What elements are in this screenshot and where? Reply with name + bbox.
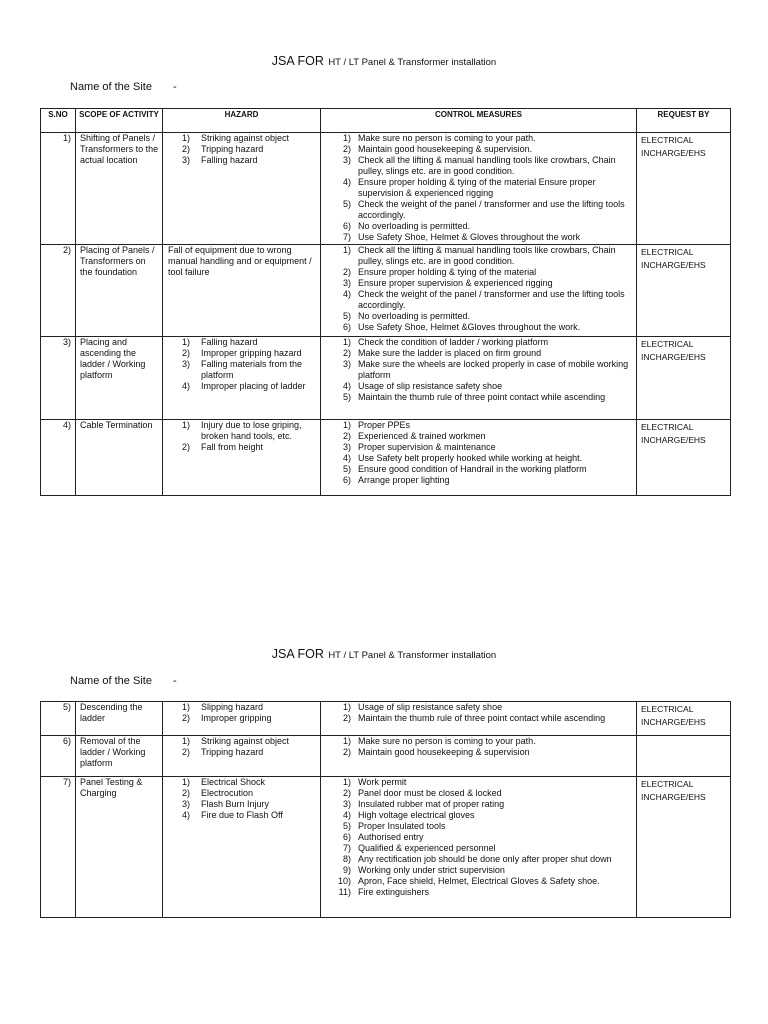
control-item: 2) Experienced & trained workmen	[342, 431, 486, 441]
row-scope: Panel Testing & Charging	[76, 777, 163, 918]
control-item: 4) High voltage electrical gloves	[342, 810, 475, 820]
row-hazards	[163, 736, 321, 777]
hazard-item: 1) Electrical Shock	[181, 777, 266, 787]
control-item: 5) Proper Insulated tools	[342, 821, 446, 831]
row-sno: 1)	[41, 133, 76, 245]
row-request: ELECTRICAL INCHARGE/EHS	[637, 777, 731, 918]
table-row	[41, 702, 731, 736]
table-row	[41, 337, 731, 420]
hazard-item: 4) Fire due to Flash Off	[181, 810, 283, 820]
hazard-item: 1) Falling hazard	[181, 337, 258, 347]
control-item: 1) Usage of slip resistance safety shoe	[342, 702, 503, 712]
hazard-item: 1) Striking against object	[181, 133, 290, 143]
row-request: ELECTRICAL INCHARGE/EHS	[637, 133, 731, 245]
row-controls	[321, 245, 637, 337]
page2-title-sub: HT / LT Panel & Transformer installation	[328, 650, 497, 661]
row-hazards	[163, 777, 321, 918]
row-request: ELECTRICAL INCHARGE/EHS	[637, 702, 731, 736]
control-item: 1) Check the condition of ladder / working platform	[342, 337, 549, 347]
header-scope: SCOPE OF ACTIVITY	[76, 109, 163, 133]
control-item: 11) Fire extinguishers	[338, 887, 430, 897]
hazard-item: 2) Improper gripping	[181, 713, 272, 723]
header-hazard: HAZARD	[163, 109, 321, 133]
page1-site-line	[70, 81, 177, 93]
page2-site-value: -	[173, 675, 177, 687]
row-hazards	[163, 133, 321, 245]
row-controls	[321, 702, 637, 736]
control-item: 1) Make sure no person is coming to your path.	[342, 736, 536, 746]
control-item: 3) Check all the lifting & manual handling tools like crowbars, Chain pulley, slings etc. are in good condition.	[342, 155, 616, 176]
row-scope: Descending the ladder	[76, 702, 163, 736]
control-item: 7) Qualified & experienced personnel	[342, 843, 496, 853]
row-hazards	[163, 420, 321, 496]
hazard-item: 1) Injury due to lose griping, broken hand tools, etc.	[181, 420, 302, 441]
control-item: 4) Usage of slip resistance safety shoe	[342, 381, 503, 391]
control-item: 3) Ensure proper supervision & experienced rigging	[342, 278, 553, 288]
control-item: 4) Use Safety belt properly hooked while working at height.	[342, 453, 583, 463]
page1-site-value: -	[173, 81, 177, 93]
control-item: 1) Proper PPEs	[342, 420, 411, 430]
control-item: 3) Make sure the wheels are locked properly in case of mobile working platform	[342, 359, 629, 380]
hazard-item: 2) Improper gripping hazard	[181, 348, 302, 358]
hazard-item: 1) Striking against object	[181, 736, 290, 746]
page2-site-label: Name of the Site	[70, 675, 152, 687]
control-item: 6) Authorised entry	[342, 832, 424, 842]
control-item: 3) Insulated rubber mat of proper rating	[342, 799, 505, 809]
hazard-item: 3) Falling hazard	[181, 155, 258, 165]
row-request: ELECTRICAL INCHARGE/EHS	[637, 337, 731, 420]
control-item: 5) Maintain the thumb rule of three point contact while ascending	[342, 392, 606, 402]
control-item: 2) Make sure the ladder is placed on firm ground	[342, 348, 542, 358]
row-scope: Shifting of Panels / Transformers to the actual location	[76, 133, 163, 245]
table-row	[41, 245, 731, 337]
page1-site-label: Name of the Site	[70, 81, 152, 93]
hazard-item: 2) Tripping hazard	[181, 747, 264, 757]
page2-title-main: JSA FOR	[271, 647, 324, 661]
control-item: 7) Use Safety Shoe, Helmet & Gloves throughout the work	[342, 232, 581, 242]
control-item: 1) Check all the lifting & manual handling tools like crowbars, Chain pulley, slings etc. are in good condition.	[342, 245, 616, 266]
hazard-item: 1) Slipping hazard	[181, 702, 264, 712]
table-row	[41, 777, 731, 918]
row-sno: 3)	[41, 337, 76, 420]
header-request: REQUEST BY	[637, 109, 731, 133]
table-row	[41, 736, 731, 777]
control-item: 1) Make sure no person is coming to your path.	[342, 133, 536, 143]
hazard-item: 3) Flash Burn Injury	[181, 799, 270, 809]
control-item: 10) Apron, Face shield, Helmet, Electrical Gloves & Safety shoe.	[337, 876, 600, 886]
table-row	[41, 420, 731, 496]
control-item: 9) Working only under strict supervision	[342, 865, 505, 875]
control-item: 2) Ensure proper holding & tying of the material	[342, 267, 537, 277]
page1-title-sub: HT / LT Panel & Transformer installation	[328, 57, 497, 68]
table-row	[41, 133, 731, 245]
page2-jsa-table	[40, 701, 731, 918]
control-item: 5) Ensure good condition of Handrail in the working platform	[342, 464, 587, 474]
control-item: 5) No overloading is permitted.	[342, 311, 471, 321]
control-item: 5) Check the weight of the panel / transformer and use the lifting tools accordingly.	[342, 199, 625, 220]
control-item: 8) Any rectification job should be done only after proper shut down	[342, 854, 612, 864]
page2-title	[0, 645, 768, 663]
row-request	[637, 736, 731, 777]
hazard-item: 4) Improper placing of ladder	[181, 381, 306, 391]
control-item: 2) Maintain good housekeeping & supervision	[342, 747, 530, 757]
control-item: 2) Panel door must be closed & locked	[342, 788, 502, 798]
row-scope: Cable Termination	[76, 420, 163, 496]
control-item: 6) Use Safety Shoe, Helmet &Gloves throughout the work.	[342, 322, 581, 332]
row-controls	[321, 736, 637, 777]
control-item: 2) Maintain the thumb rule of three point contact while ascending	[342, 713, 606, 723]
row-request: ELECTRICAL INCHARGE/EHS	[637, 245, 731, 337]
row-sno: 2)	[41, 245, 76, 337]
row-controls	[321, 337, 637, 420]
control-item: 4) Check the weight of the panel / transformer and use the lifting tools accordingly.	[342, 289, 625, 310]
control-item: 3) Proper supervision & maintenance	[342, 442, 496, 452]
row-sno: 4)	[41, 420, 76, 496]
row-hazard-text: Fall of equipment due to wrong manual handling and or equipment / tool failure	[163, 245, 321, 337]
header-sno: S.NO	[41, 109, 76, 133]
row-sno: 6)	[41, 736, 76, 777]
page1-title	[0, 52, 768, 70]
hazard-item: 2) Fall from height	[181, 442, 264, 452]
control-item: 6) Arrange proper lighting	[342, 475, 450, 485]
row-request: ELECTRICAL INCHARGE/EHS	[637, 420, 731, 496]
control-item: 6) No overloading is permitted.	[342, 221, 471, 231]
header-control: CONTROL MEASURES	[321, 109, 637, 133]
hazard-item: 2) Electrocution	[181, 788, 254, 798]
row-scope: Removal of the ladder / Working platform	[76, 736, 163, 777]
row-hazards	[163, 337, 321, 420]
page1-jsa-table	[40, 108, 731, 496]
row-scope: Placing of Panels / Transformers on the foundation	[76, 245, 163, 337]
row-controls	[321, 777, 637, 918]
page1-title-main: JSA FOR	[271, 54, 324, 68]
row-controls	[321, 420, 637, 496]
control-item: 2) Maintain good housekeeping & supervision.	[342, 144, 533, 154]
row-sno: 7)	[41, 777, 76, 918]
page2-site-line	[70, 675, 177, 687]
control-item: 1) Work permit	[342, 777, 407, 787]
row-sno: 5)	[41, 702, 76, 736]
row-controls	[321, 133, 637, 245]
row-scope: Placing and ascending the ladder / Working platform	[76, 337, 163, 420]
control-item: 4) Ensure proper holding & tying of the material Ensure proper supervision & experienced rigging	[342, 177, 596, 198]
hazard-item: 3) Falling materials from the platform	[181, 359, 303, 380]
hazard-item: 2) Tripping hazard	[181, 144, 264, 154]
row-hazards	[163, 702, 321, 736]
